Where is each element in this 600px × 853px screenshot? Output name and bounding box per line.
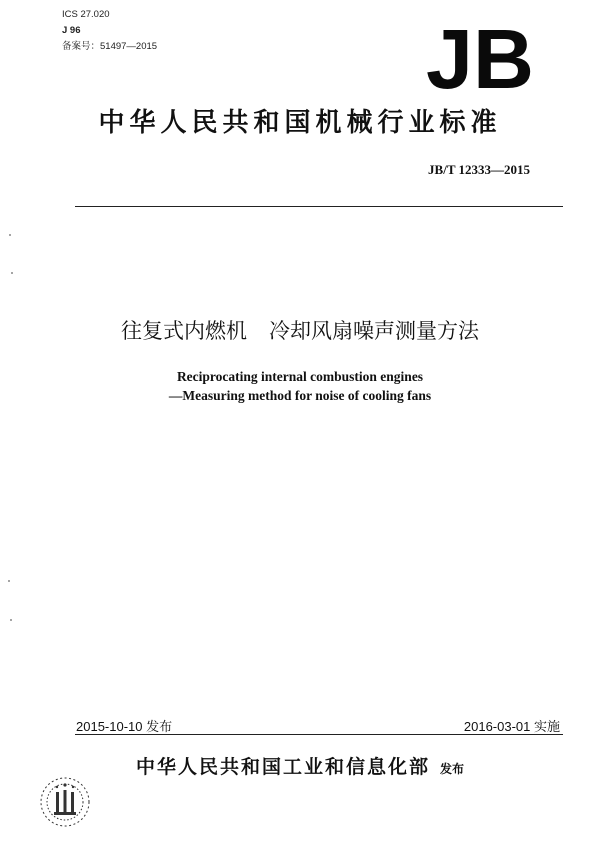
ics-code: ICS 27.020 xyxy=(62,9,110,20)
scan-speck xyxy=(8,580,10,582)
issuer-suffix: 发布 xyxy=(440,762,465,776)
jb-logo-text: JB xyxy=(426,22,534,94)
top-divider xyxy=(75,206,563,207)
title-chinese-part1: 往复式内燃机 xyxy=(121,319,247,343)
scan-speck xyxy=(9,234,11,236)
classification-code: J 96 xyxy=(62,25,81,36)
standard-number: JB/T 12333—2015 xyxy=(428,162,530,177)
issuer-name: 中华人民共和国工业和信息化部 xyxy=(135,756,430,778)
ministry-seal-icon xyxy=(36,772,94,832)
title-chinese xyxy=(0,315,600,345)
title-english-line1: Reciprocating internal combustion engines xyxy=(176,369,424,384)
record-number: 备案号：51497—2015 xyxy=(62,41,158,52)
title-english-line2: —Measuring method for noise of cooling fans xyxy=(168,388,432,403)
bottom-divider xyxy=(75,734,563,735)
title-chinese-part2: 冷却风扇噪声测量方法 xyxy=(269,319,479,343)
scan-speck xyxy=(11,272,13,274)
standard-category: 中华人民共和国机械行业标准 xyxy=(98,108,502,138)
issue-date: 2015-10-10 发布 xyxy=(76,719,173,734)
scan-speck xyxy=(10,619,12,621)
jb-logo-icon xyxy=(424,22,536,94)
implementation-date: 2016-03-01 实施 xyxy=(463,719,560,734)
